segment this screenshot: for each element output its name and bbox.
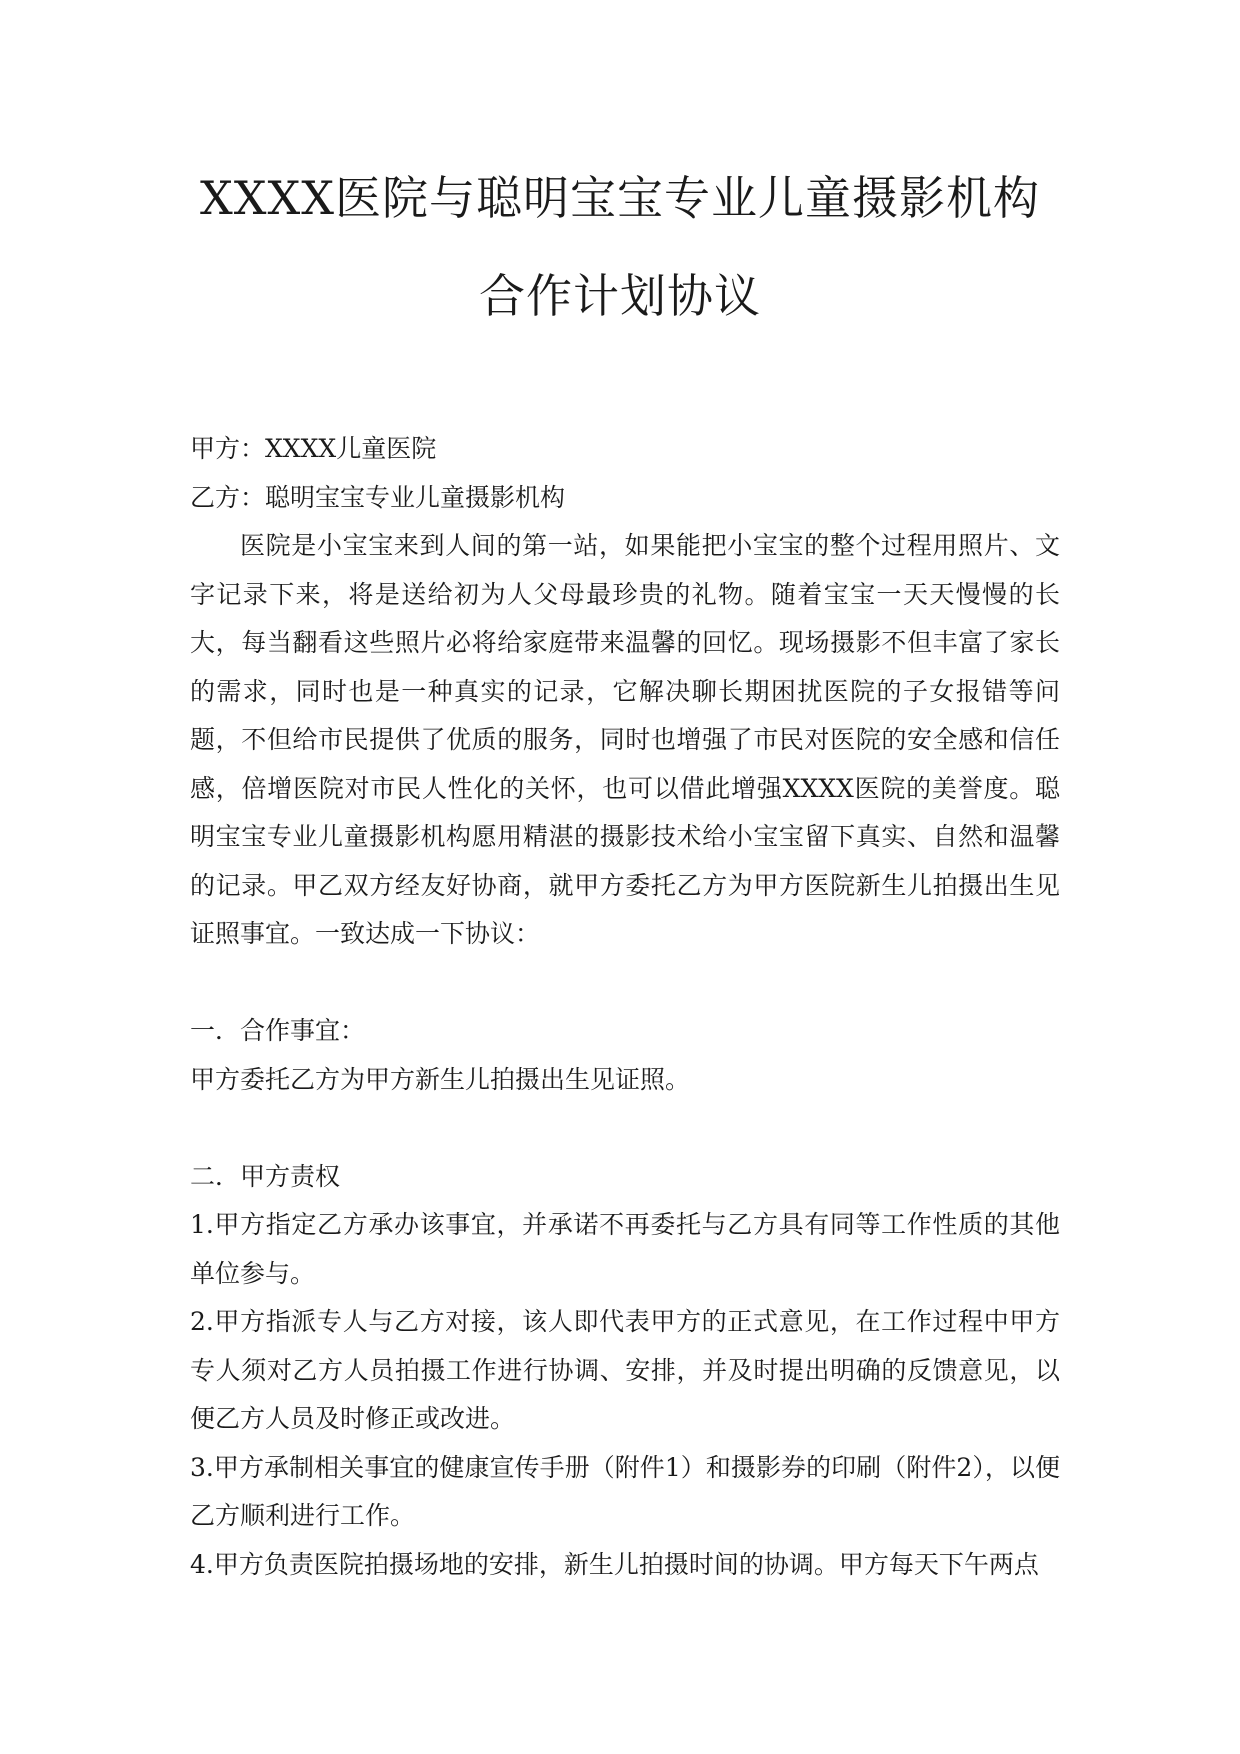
spacer xyxy=(190,1104,1060,1153)
section-2-heading: 二．甲方责权 xyxy=(190,1161,341,1191)
section-1-heading: 一．合作事宜： xyxy=(190,1016,366,1045)
document-body xyxy=(190,425,1060,1589)
section-1-text: 甲方委托乙方为甲方新生儿拍摄出生见证照。 xyxy=(190,1064,691,1094)
intro-paragraph: 医院是小宝宝来到人间的第一站，如果能把小宝宝的整个过程用照片、文字记录下来，将是送给初为人父母最珍贵的礼物。随着宝宝一天天慢慢的长大，每当翻看这些照片必将给家庭带来温馨的回忆。现场摄影不但丰富了家长的需求，同时也是一种真实的记录，它解决聊长期困扰医院的子女报错等问题，不但给市民提供了优质的服务，同时也增强了市民对医院的安全感和信任感，倍增医院对市民人性化的关怀，也可以借此增强XXXX医院的美誉度。聪明宝宝专业儿童摄影机构愿用精湛的摄影技术给小宝宝留下真实、自然和温馨的记录。甲乙双方经友好协商，就甲方委托乙方为甲方医院新生儿拍摄出生见证照事宜。一致达成一下协议： xyxy=(190,531,1060,948)
section-2-item-2: 2.甲方指派专人与乙方对接，该人即代表甲方的正式意见，在工作过程中甲方专人须对乙方人员拍摄工作进行协调、安排，并及时提出明确的反馈意见，以便乙方人员及时修正或改进。 xyxy=(190,1307,1060,1433)
party-a-line: 甲方：XXXX儿童医院 xyxy=(190,434,437,463)
section-2-item-3: 3.甲方承制相关事宜的健康宣传手册（附件1）和摄影券的印刷（附件2），以便乙方顺利进行工作。 xyxy=(190,1452,1060,1530)
document-title-line-1: XXXX医院与聪明宝宝专业儿童摄影机构 xyxy=(200,171,1040,225)
section-2-item-4: 4.甲方负责医院拍摄场地的安排，新生儿拍摄时间的协调。甲方每天下午两点 xyxy=(190,1549,1039,1579)
document-title-line-2: 合作计划协议 xyxy=(479,269,761,323)
party-b-line: 乙方：聪明宝宝专业儿童摄影机构 xyxy=(190,482,566,512)
spacer xyxy=(190,959,1060,1008)
section-2-item-1: 1.甲方指定乙方承办该事宜，并承诺不再委托与乙方具有同等工作性质的其他单位参与。 xyxy=(190,1210,1060,1288)
